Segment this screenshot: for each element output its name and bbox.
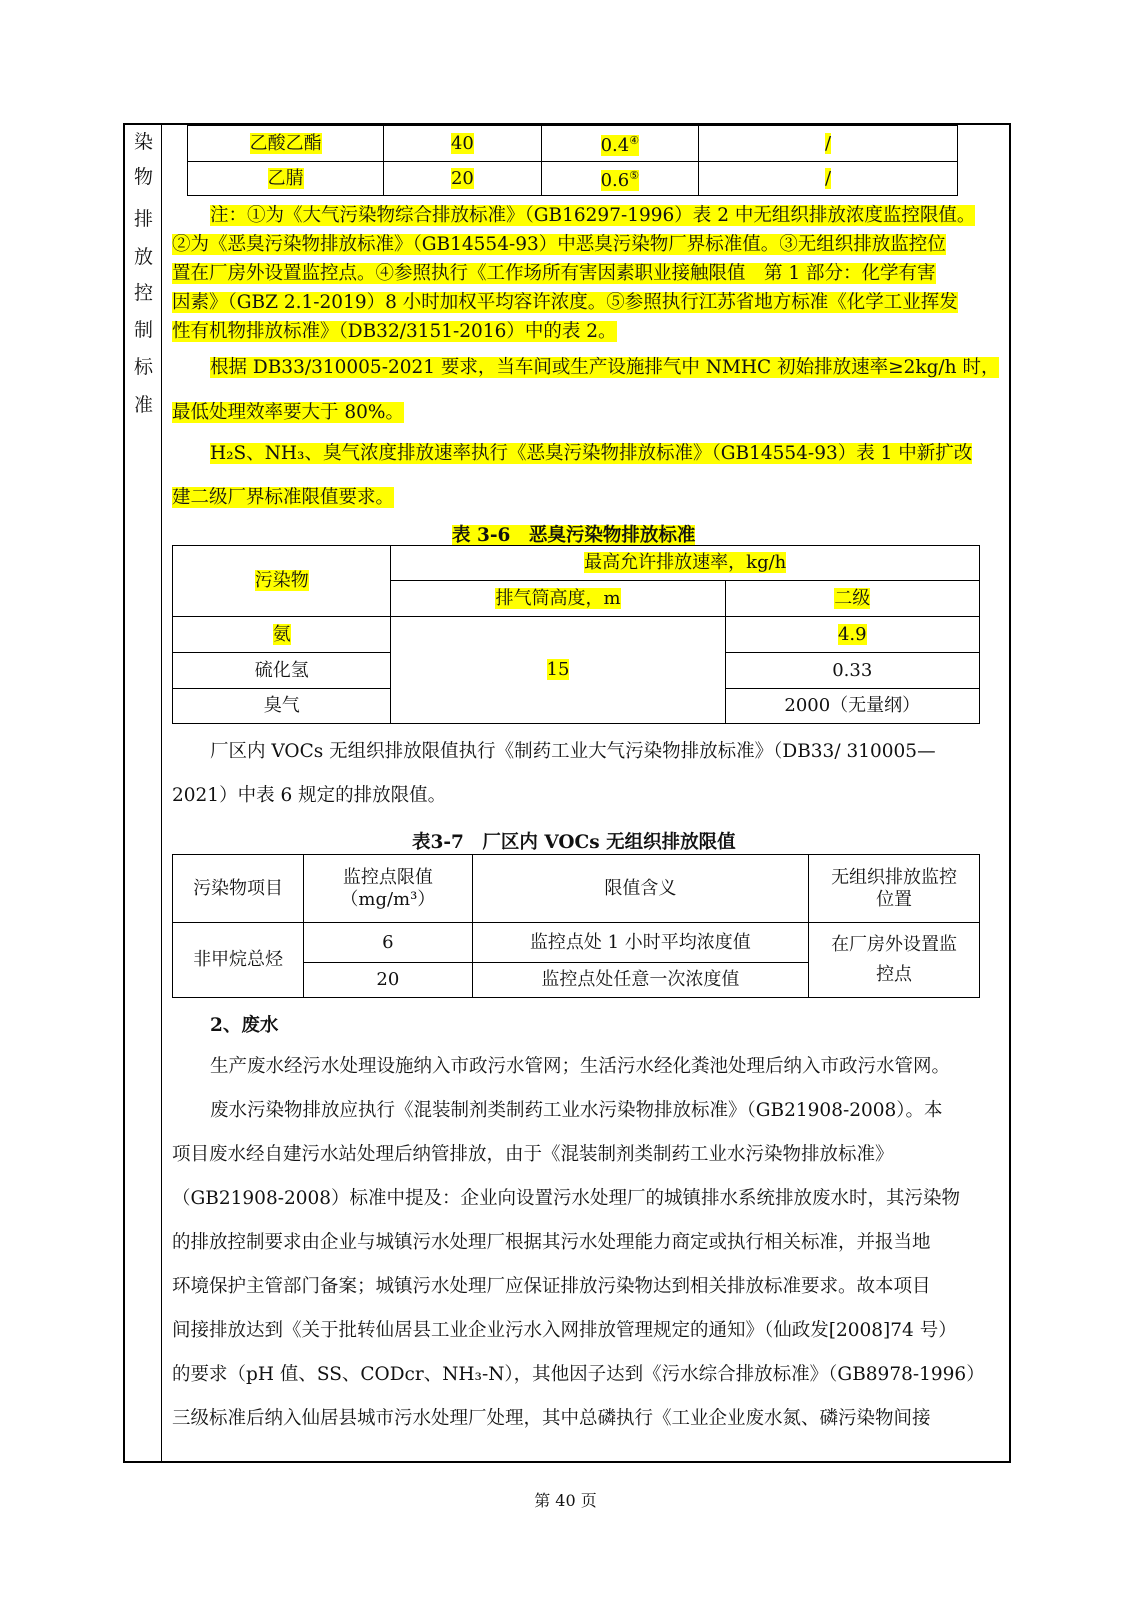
monitor-position: 在厂房外设置监 控点 — [809, 923, 980, 998]
rate-value: 2000（无量纲） — [725, 689, 979, 724]
limit-value: 20 — [304, 963, 472, 998]
content-area — [162, 125, 1009, 1461]
pollutant-name: 乙酸乙酯 — [249, 132, 322, 154]
wastewater-line: 项目废水经自建污水站处理后纳管排放，由于《混装制剂类制药工业水污染物排放标准》 — [172, 1144, 894, 1165]
header-limit: 监控点限值 （mg/m³） — [304, 855, 472, 923]
header-meaning: 限值含义 — [472, 855, 809, 923]
rate-value: 0.33 — [725, 653, 979, 689]
wastewater-line: 生产废水经污水处理设施纳入市政污水管网；生活污水经化粪池处理后纳入市政污水管网。 — [210, 1056, 951, 1077]
side-char: 准 — [133, 394, 153, 416]
note-line: 注：①为《大气污染物综合排放标准》（GB16297-1996）表 2 中无组织排放浓度监控限值。 — [210, 205, 976, 226]
nmhc-paragraph-line: 最低处理效率要大于 80%。 — [172, 402, 405, 423]
h2s-paragraph-line: H₂S、NH₃、臭气浓度排放速率执行《恶臭污染物排放标准》（GB14554-93）表 1 中新扩改 — [210, 443, 973, 464]
wastewater-line: 的排放控制要求由企业与城镇污水处理厂根据其污水处理能力商定或执行相关标准，并报当地 — [172, 1232, 931, 1253]
pollutant-value: 40 — [450, 132, 474, 154]
pollutant-value: / — [825, 167, 832, 189]
side-char: 控 — [133, 282, 153, 304]
table-row — [188, 162, 958, 196]
stack-height-value: 15 — [546, 659, 570, 680]
odor-pollutant-table — [172, 545, 980, 724]
table-row — [173, 855, 980, 923]
note-line: 置在厂房外设置监控点。④参照执行《工作场所有害因素职业接触限值 第 1 部分：化学有害 — [172, 263, 936, 284]
table-3-7-caption: 表3-7 厂区内 VOCs 无组织排放限值 — [412, 832, 736, 853]
wastewater-line: （GB21908-2008）标准中提及：企业向设置污水处理厂的城镇排水系统排放废水时，其污染物 — [172, 1188, 961, 1209]
pollutant-limits-table-continued — [187, 125, 958, 196]
note-line: 性有机物排放标准》（DB32/3151-2016）中的表 2。 — [172, 321, 617, 342]
header-rate: 最高允许排放速率，kg/h — [584, 552, 787, 573]
wastewater-line: 环境保护主管部门备案；城镇污水处理厂应保证排放污染物达到相关排放标准要求。故本项目 — [172, 1276, 931, 1297]
table-3-6-caption: 表 3-6 恶臭污染物排放标准 — [452, 525, 696, 546]
table-row — [188, 126, 958, 162]
wastewater-line: 三级标准后纳入仙居县城市污水处理厂处理，其中总磷执行《工业企业废水氮、磷污染物间接 — [172, 1408, 931, 1429]
header-stack-height: 排气筒高度，m — [495, 587, 621, 609]
header-grade: 二级 — [834, 587, 871, 609]
note-line: ②为《恶臭污染物排放标准》（GB14554-93）中恶臭污染物厂界标准值。③无组织排放监控位 — [172, 234, 946, 255]
rate-value: 4.9 — [837, 623, 867, 645]
table-row — [173, 617, 980, 653]
note-line: 因素》（GBZ 2.1-2019）8 小时加权平均容许浓度。⑤参照执行江苏省地方标准《化学工业挥发 — [172, 292, 958, 313]
vocs-paragraph-line: 厂区内 VOCs 无组织排放限值执行《制药工业大气污染物排放标准》（DB33/ 310005— — [210, 741, 936, 762]
pollutant-name: 乙腈 — [267, 167, 304, 189]
document-frame — [123, 123, 1011, 1463]
side-char: 标 — [133, 356, 153, 378]
side-char: 物 — [133, 166, 153, 188]
h2s-paragraph-line: 建二级厂界标准限值要求。 — [172, 487, 395, 508]
wastewater-line: 废水污染物排放应执行《混装制剂类制药工业水污染物排放标准》（GB21908-2008）。本 — [210, 1100, 943, 1121]
pollutant-value: 0.4④ — [600, 134, 640, 156]
header-pollutant: 污染物 — [254, 570, 309, 591]
table-row — [173, 923, 980, 963]
pollutant-value: 0.6⑤ — [600, 169, 640, 191]
wastewater-line: 的要求（pH 值、SS、CODcr、NH₃-N），其他因子达到《污水综合排放标准》（GB8978-1996） — [172, 1364, 985, 1385]
side-label — [125, 125, 162, 1461]
pollutant-value: / — [825, 132, 832, 154]
wastewater-line: 间接排放达到《关于批转仙居县工业企业污水入网排放管理规定的通知》（仙政发[2008]74 号） — [172, 1320, 957, 1341]
limit-meaning: 监控点处 1 小时平均浓度值 — [472, 923, 809, 963]
side-char: 放 — [133, 246, 153, 268]
side-char: 排 — [133, 208, 153, 230]
vocs-paragraph-line: 2021）中表 6 规定的排放限值。 — [172, 785, 447, 806]
table-row — [173, 546, 980, 581]
pollutant-name: 硫化氢 — [173, 653, 391, 689]
header-position: 无组织排放监控 位置 — [809, 855, 980, 923]
vocs-limits-table — [172, 854, 980, 998]
limit-value: 6 — [304, 923, 472, 963]
nmhc-paragraph-line: 根据 DB33/310005-2021 要求，当车间或生产设施排气中 NMHC 初始排放速率≥2kg/h 时， — [210, 357, 1000, 378]
pollutant-name: 臭气 — [173, 689, 391, 724]
side-char: 染 — [133, 131, 153, 153]
page-number: 第 40 页 — [534, 1491, 597, 1510]
pollutant-name: 氨 — [272, 623, 291, 645]
header-item: 污染物项目 — [173, 855, 304, 923]
item-name: 非甲烷总烃 — [173, 923, 304, 998]
section-heading-wastewater: 2、废水 — [210, 1015, 279, 1036]
limit-meaning: 监控点处任意一次浓度值 — [472, 963, 809, 998]
pollutant-value: 20 — [450, 167, 474, 189]
side-char: 制 — [133, 319, 153, 341]
